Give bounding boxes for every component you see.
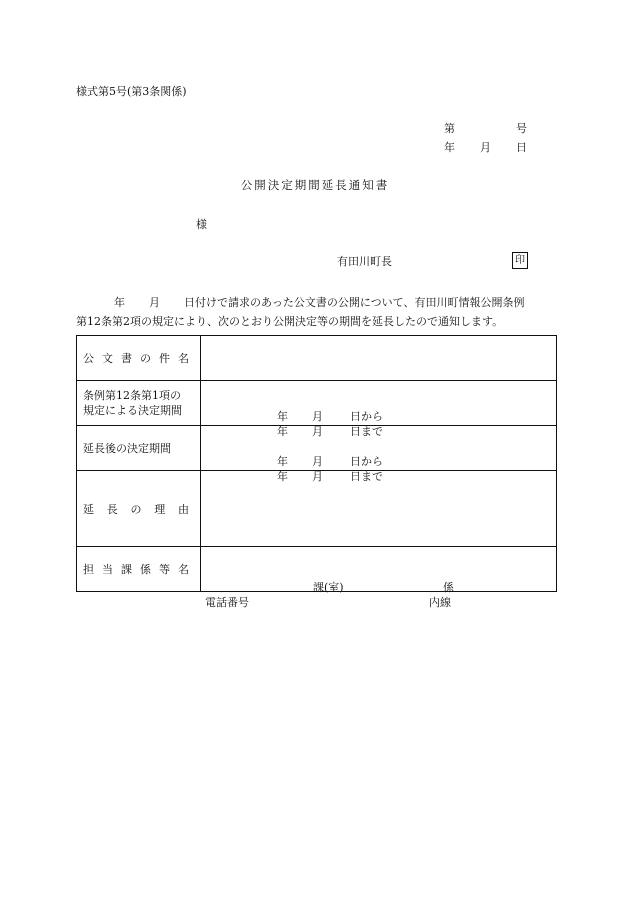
- table-row-staff: [77, 547, 557, 592]
- date-day: 日: [516, 141, 527, 154]
- table-row-document-name: [77, 336, 557, 381]
- label-reason: 延 長 の 理 由: [77, 471, 201, 547]
- date-year: 年: [444, 141, 455, 154]
- addressee-suffix: 様: [196, 218, 207, 231]
- value-extended-period: 年 月 日から 年 月 日まで: [201, 426, 557, 471]
- document-title: 公開決定期間延長通知書: [240, 178, 390, 192]
- body-line1: 日付けで請求のあった公文書の公開について、有田川町情報公開条例: [184, 296, 525, 309]
- staff-subsection: 係: [443, 581, 454, 594]
- notice-table: [76, 335, 557, 609]
- body-year: 年: [114, 296, 125, 309]
- table-row-original-period: [77, 381, 557, 426]
- body-month: 月: [149, 296, 160, 309]
- staff-phone-label: 電話番号: [205, 596, 249, 609]
- label-staff: 担 当 課 係 等 名: [77, 547, 201, 592]
- staff-section: 課(室): [313, 581, 344, 594]
- form-number: 様式第5号(第3条関係): [76, 85, 187, 98]
- notice-body: [76, 293, 558, 331]
- value-original-period: 年 月 日から 年 月 日まで: [201, 381, 557, 426]
- date-month: 月: [480, 141, 491, 154]
- seal-mark: 印: [512, 252, 528, 269]
- issuer-name: 有田川町長: [337, 255, 392, 268]
- staff-extension-label: 内線: [429, 596, 451, 609]
- body-line2: 第12条第2項の規定により、次のとおり公開決定等の期間を延長したので通知します。: [76, 315, 504, 328]
- value-staff: [201, 547, 557, 609]
- label-original-period: 条例第12条第1項の 規定による決定期間: [77, 381, 201, 426]
- value-document-name: [201, 336, 557, 381]
- document-number-suffix: 号: [516, 122, 527, 135]
- label-document-name: 公 文 書 の 件 名: [77, 336, 201, 381]
- label-extended-period: 延長後の決定期間: [77, 426, 201, 471]
- document-number-prefix: 第: [444, 122, 455, 135]
